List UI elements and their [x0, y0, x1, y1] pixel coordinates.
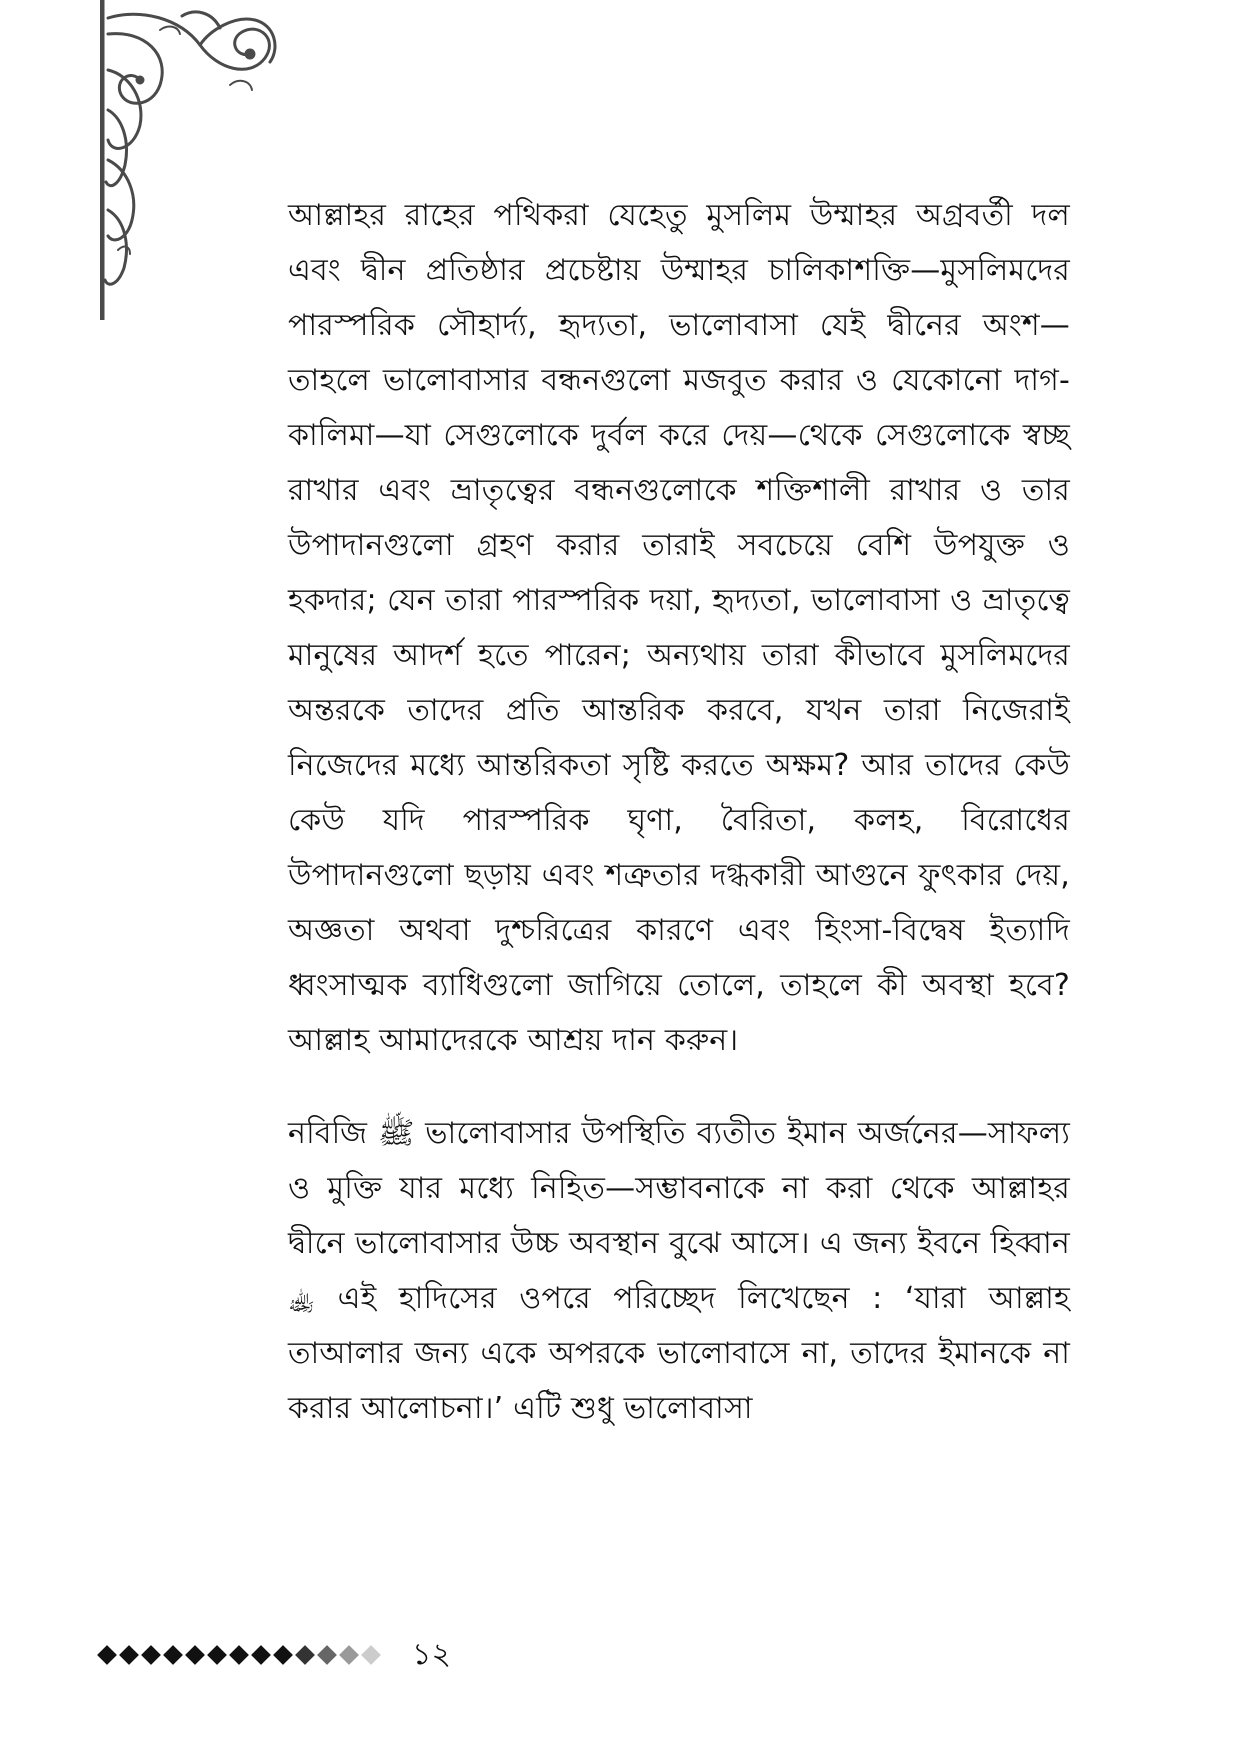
paragraph-2: নবিজি ﷺ ভালোবাসার উপস্থিতি ব্যতীত ইমান অর্জনের—সাফল্য ও মুক্তি যার মধ্যে নিহিত—সম্ভাবনাকে না করা থেকে আল্লাহর দ্বীনে ভালোবাসার উচ্চ অবস্থান বুঝে আসে। এ জন্য ইবনে হিব্বান ﵀ এই হাদিসের ওপরে পরিচ্ছেদ লিখেছেন : ‘যারা আল্লাহ তাআলার জন্য একে অপরকে ভালোবাসে না, তাদের ইমানকে না করার আলোচনা।’ এটি শুধু ভালোবাসা	[288, 1116, 1070, 1426]
diamond-bullet-icon	[251, 1645, 271, 1665]
diamond-bullet-icon	[119, 1645, 139, 1665]
diamond-bullet-icon	[361, 1645, 381, 1665]
floral-scroll-corner-icon	[100, 0, 290, 320]
page-footer	[100, 1635, 451, 1675]
diamond-bullet-icon	[317, 1645, 337, 1665]
diamond-bullet-icon	[229, 1645, 249, 1665]
diamond-bullet-icon	[185, 1645, 205, 1665]
diamond-bullet-icon	[163, 1645, 183, 1665]
diamond-bullet-icon	[273, 1645, 293, 1665]
diamond-bullet-icon	[97, 1645, 117, 1665]
main-text	[288, 188, 1070, 1436]
diamond-bullet-icon	[207, 1645, 227, 1665]
diamond-bullet-icon	[295, 1645, 315, 1665]
diamond-bullet-icon	[339, 1645, 359, 1665]
diamond-row-decoration	[100, 1648, 386, 1662]
paragraph-1: আল্লাহর রাহের পথিকরা যেহেতু মুসলিম উম্মাহর অগ্রবর্তী দল এবং দ্বীন প্রতিষ্ঠার প্রচেষ্টায় উম্মাহর চালিকাশক্তি—মুসলিমদের পারস্পরিক সৌহার্দ্য, হৃদ্যতা, ভালোবাসা যেই দ্বীনের অংশ—তাহলে ভালোবাসার বন্ধনগুলো মজবুত করার ও যেকোনো দাগ-কালিমা—যা সেগুলোকে দুর্বল করে দেয়—থেকে সেগুলোকে স্বচ্ছ রাখার এবং ভ্রাতৃত্বের বন্ধনগুলোকে শক্তিশালী রাখার ও তার উপাদানগুলো গ্রহণ করার তারাই সবচেয়ে বেশি উপযুক্ত ও হকদার; যেন তারা পারস্পরিক দয়া, হৃদ্যতা, ভালোবাসা ও ভ্রাতৃত্বে মানুষের আদর্শ হতে পারেন; অন্যথায় তারা কীভাবে মুসলিমদের অন্তরকে তাদের প্রতি আন্তরিক করবে, যখন তারা নিজেরাই নিজেদের মধ্যে আন্তরিকতা সৃষ্টি করতে অক্ষম? আর তাদের কেউ কেউ যদি পারস্পরিক ঘৃণা, বৈরিতা, কলহ, বিরোধের উপাদানগুলো ছড়ায় এবং শত্রুতার দগ্ধকারী আগুনে ফুৎকার দেয়, অজ্ঞতা অথবা দুশ্চরিত্রের কারণে এবং হিংসা-বিদ্বেষ ইত্যাদি ধ্বংসাত্মক ব্যাধিগুলো জাগিয়ে তোলে, তাহলে কী অবস্থা হবে? আল্লাহ আমাদেরকে আশ্রয় দান করুন।	[288, 198, 1070, 1058]
page-number: ১২	[412, 1636, 451, 1672]
diamond-bullet-icon	[141, 1645, 161, 1665]
